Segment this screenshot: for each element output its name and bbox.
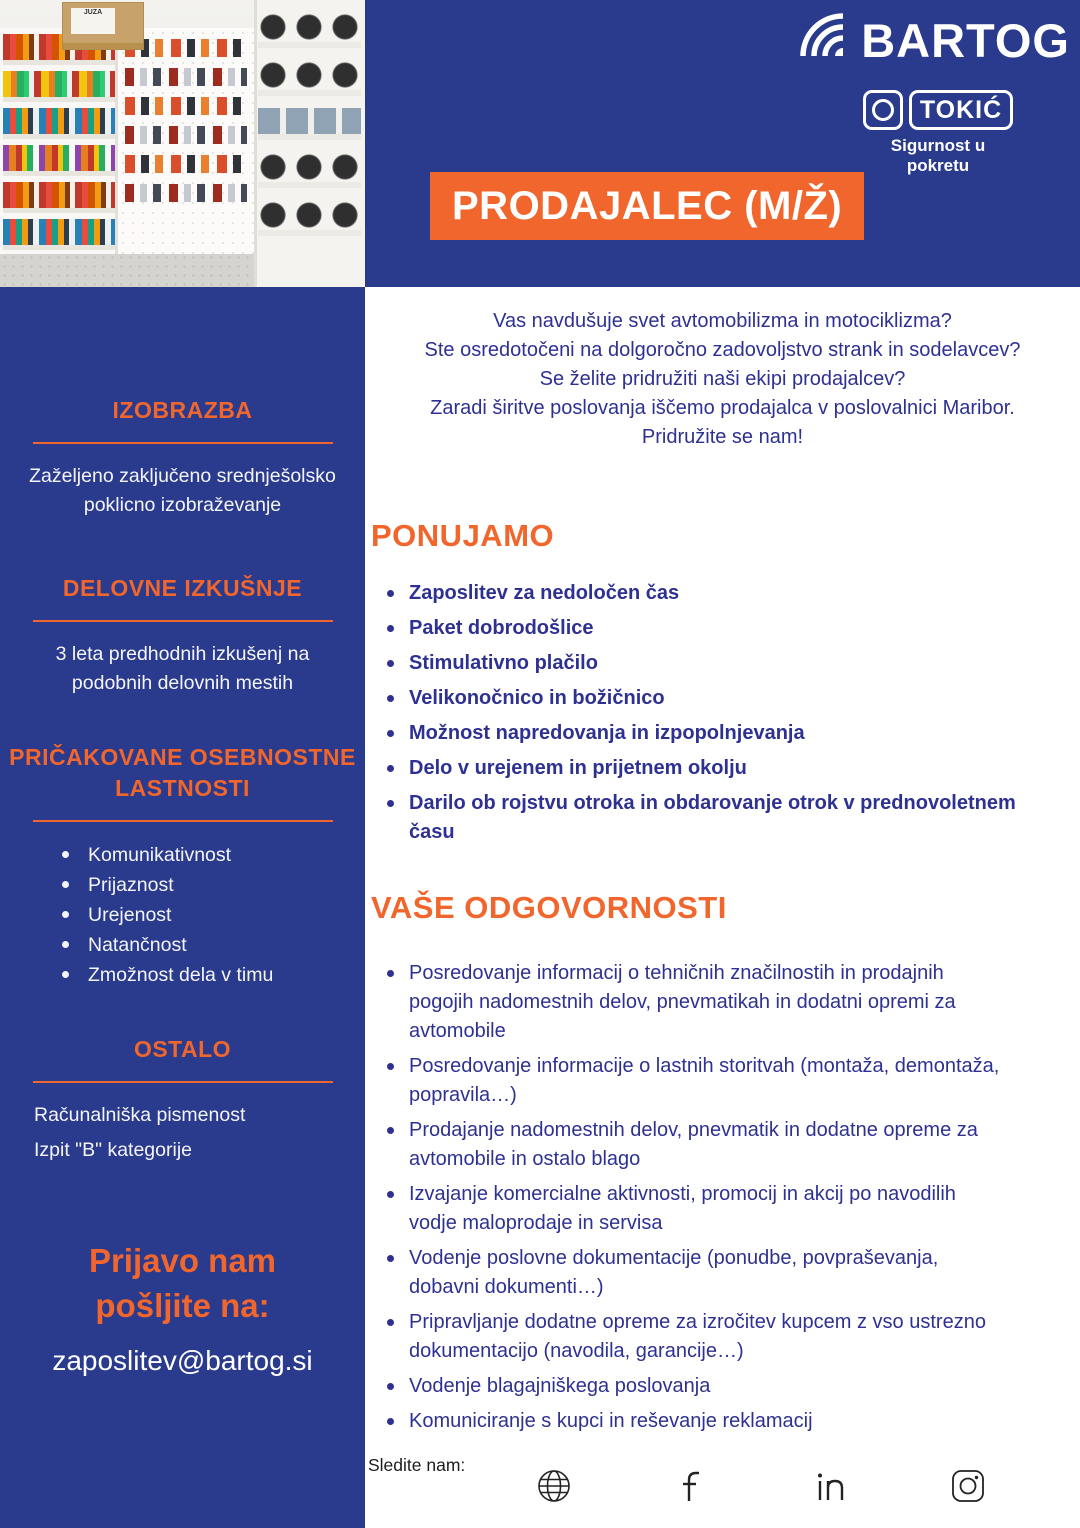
photo-products-row [3,108,115,139]
list-item: Darilo ob rojstvu otroka in obdarovanje otrok v prednovoletnem času [409,789,1049,847]
list-item: Pripravljanje dodatne opreme za izročitev kupcem z vso ustrezno dokumentacijo (navodila, garancije…) [409,1308,1009,1366]
photo-tires-row [258,60,361,96]
list-item: Prijaznost [88,870,278,900]
section-title-izobrazba: IZOBRAZBA [112,397,253,423]
list-item: Posredovanje informacij o tehničnih značilnostih in prodajnih pogojih nadomestnih delov, pnevmatikah in dodatni opremi za avtomobile [409,959,1009,1046]
ostalo-line: Računalniška pismenost [34,1104,246,1127]
tokic-tagline: Sigurnost u pokretu [890,136,986,175]
photo-hanging-items [125,184,247,202]
photo-products-row [3,71,115,102]
divider [33,820,333,822]
list-item: Prodajanje nadomestnih delov, pnevmatik in dodatne opreme za avtomobile in ostalo blago [409,1116,1009,1174]
ponujamo-list [375,579,1049,853]
section-izobrazba [0,395,365,521]
photo-cardboard-box [62,2,144,50]
list-item: Zaposlitev za nedoločen čas [409,579,1049,608]
ponujamo-title: PONUJAMO [371,518,555,553]
photo-shelf-right [254,0,365,287]
photo-hanging-items [125,155,247,173]
job-title-banner: PRODAJALEC (M/Ž) [430,172,864,240]
odgovornosti-title: VAŠE ODGOVORNOSTI [371,890,727,925]
photo-hanging-items [125,68,247,86]
bartog-wordmark: BARTOG [861,14,1070,67]
section-delovne-izkusnje [0,573,365,699]
bartog-waves-icon [799,12,851,69]
list-item: Paket dobrodošlice [409,614,1049,643]
bartog-logo [799,12,1070,69]
instagram-icon[interactable] [947,1465,989,1507]
list-item: Izvajanje komercialne aktivnosti, promocij in akcij po navodilih vodje maloprodaje in servisa [409,1180,1009,1238]
photo-tires-row [258,200,361,236]
photo-box-label: JUZA [71,8,115,34]
tokic-logo [858,90,1018,176]
list-item: Komunikativnost [88,840,278,870]
intro-text [420,307,1025,452]
photo-products-row [3,145,115,176]
list-item: Vodenje poslovne dokumentacije (ponudbe, povpraševanja, dobavni dokumenti…) [409,1244,1009,1302]
list-item: Delo v urejenem in prijetnem okolju [409,754,1049,783]
section-ostalo [0,1034,365,1166]
follow-label: Sledite nam: [368,1455,466,1475]
main-content [365,287,1080,1528]
intro-line: Zaradi širitve poslovanja iščemo prodajalca v poslovalnici Maribor. [430,397,1015,419]
sidebar [0,287,365,1528]
facebook-icon[interactable] [671,1465,713,1507]
photo-hanging-items [125,97,247,115]
store-photo [0,0,365,287]
list-item: Komuniciranje s kupci in reševanje reklamacij [409,1407,1009,1436]
list-item: Natančnost [88,930,278,960]
section-title-lastnosti: PRIČAKOVANE OSEBNOSTNE LASTNOSTI [9,744,356,802]
list-item: Zmožnost dela v timu [88,960,278,990]
website-globe-icon[interactable] [533,1465,575,1507]
social-icons-row [533,1465,989,1507]
delovne-izkusnje-text: 3 leta predhodnih izkušenj na podobnih delovnih mestih [55,642,310,694]
section-title-delovne-izkusnje: DELOVNE IZKUŠNJE [62,574,303,601]
izobrazba-text: Zaželjeno zaključeno srednješolsko poklicno izobraževanje [29,465,336,517]
list-item: Možnost napredovanja in izpopolnjevanja [409,719,1049,748]
header [365,0,1080,287]
divider [33,442,333,444]
divider [33,620,333,622]
apply-email-link[interactable]: zaposlitev@bartog.si [52,1344,313,1376]
photo-products-row [3,182,115,213]
photo-products-row [3,219,115,250]
list-item: Urejenost [88,900,278,930]
intro-line: Vas navdušuje svet avtomobilizma in motociklizma? [493,310,952,332]
tokic-wordmark: TOKIĆ [909,90,1013,130]
photo-pegboard [118,28,254,254]
linkedin-icon[interactable] [809,1465,851,1507]
photo-shelf-left [0,28,118,254]
ostalo-line: Izpit "B" kategorije [34,1139,192,1162]
photo-cases-row [258,108,361,140]
section-title-ostalo: OSTALO [133,1036,232,1063]
lastnosti-list [0,840,365,990]
apply-block [0,1238,365,1377]
intro-line: Ste osredotočeni na dolgoročno zadovoljstvo strank in sodelavcev? [424,339,1021,361]
photo-tires-row [258,152,361,188]
list-item: Posredovanje informacije o lastnih storitvah (montaža, demontaža, popravila…) [409,1052,1009,1110]
list-item: Velikonočnico in božičnico [409,684,1049,713]
list-item: Stimulativno plačilo [409,649,1049,678]
photo-tires-row [258,12,361,48]
intro-line: Pridružite se nam! [641,426,804,448]
section-lastnosti [0,742,365,990]
apply-label: Prijavo nam pošljite na: [88,1241,277,1325]
intro-line: Se želite pridružiti naši ekipi prodajalcev? [539,368,906,390]
divider [33,1081,333,1083]
list-item: Vodenje blagajniškega poslovanja [409,1372,1009,1401]
tokic-circle-icon [863,90,903,130]
photo-hanging-items [125,126,247,144]
odgovornosti-list [375,959,1009,1442]
